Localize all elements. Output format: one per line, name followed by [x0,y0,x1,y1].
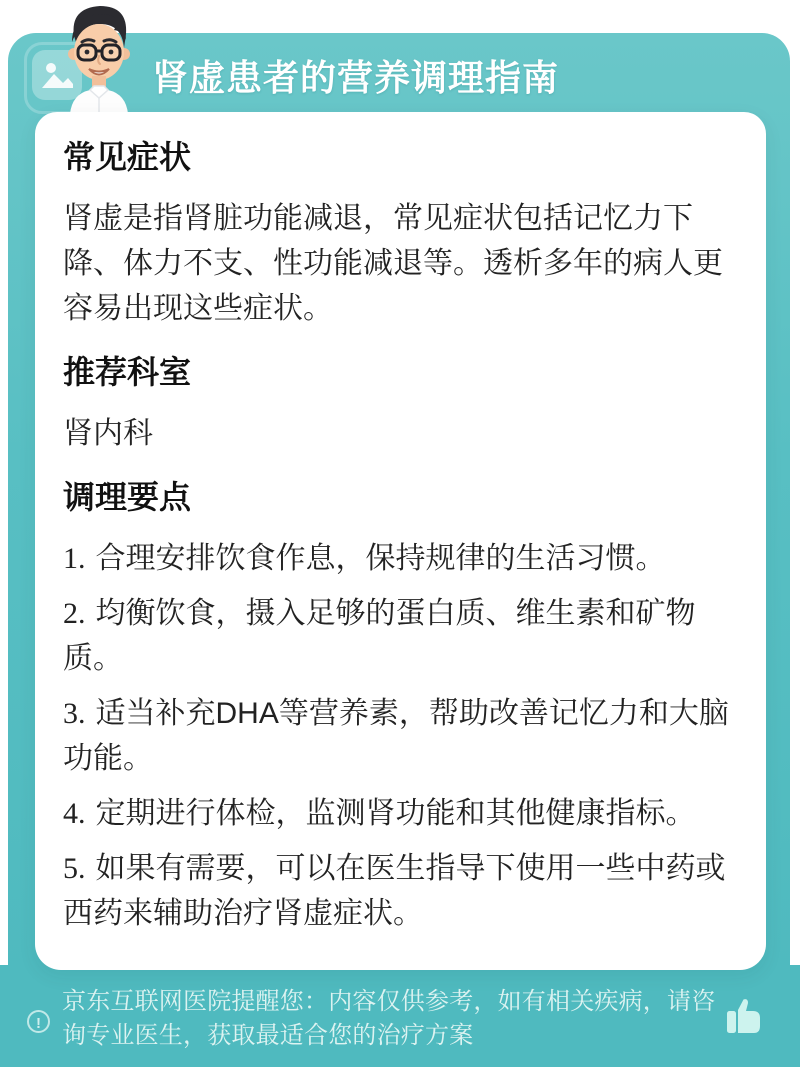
thumbs-up-icon[interactable] [724,996,764,1036]
list-item [63,846,738,936]
doctor-avatar [56,2,142,114]
department-value: 肾内科 [63,417,153,450]
paragraph-symptoms: 肾虚是指肾脏功能减退，常见症状包括记忆力下降、体力不支、性功能减退等。透析多年的病人更容易出现这些症状。 [63,202,723,325]
list-item [63,536,738,581]
list-item [63,591,738,681]
item-text: 如果有需要，可以在医生指导下使用一些中药或西药来辅助治疗肾虚症状。 [63,852,726,930]
item-number: 4. [63,797,86,830]
item-number: 2. [63,597,86,630]
item-text: 均衡饮食，摄入足够的蛋白质、维生素和矿物质。 [63,597,696,675]
info-icon: ! [27,1010,50,1033]
item-text: 定期进行体检，监测肾功能和其他健康指标。 [95,797,696,830]
item-number: 5. [63,852,86,885]
list-item [63,691,738,781]
section-heading-symptoms: 常见症状 [63,139,192,175]
content-card [35,112,766,970]
doctor-illustration-icon [56,2,142,114]
section-heading-tips: 调理要点 [63,479,192,515]
item-number: 1. [63,542,86,575]
section-heading-department: 推荐科室 [63,354,192,390]
tips-list [63,536,738,936]
footer-notice: 京东互联网医院提醒您：内容仅供参考，如有相关疾病，请咨询专业医生，获取最适合您的治疗方案 [62,988,716,1049]
item-text: 适当补充DHA等营养素，帮助改善记忆力和大脑功能。 [63,697,729,775]
item-number: 3. [63,697,86,730]
page-title: 肾虚患者的营养调理指南 [152,57,560,98]
list-item [63,791,738,836]
item-text: 合理安排饮食作息，保持规律的生活习惯。 [95,542,666,575]
